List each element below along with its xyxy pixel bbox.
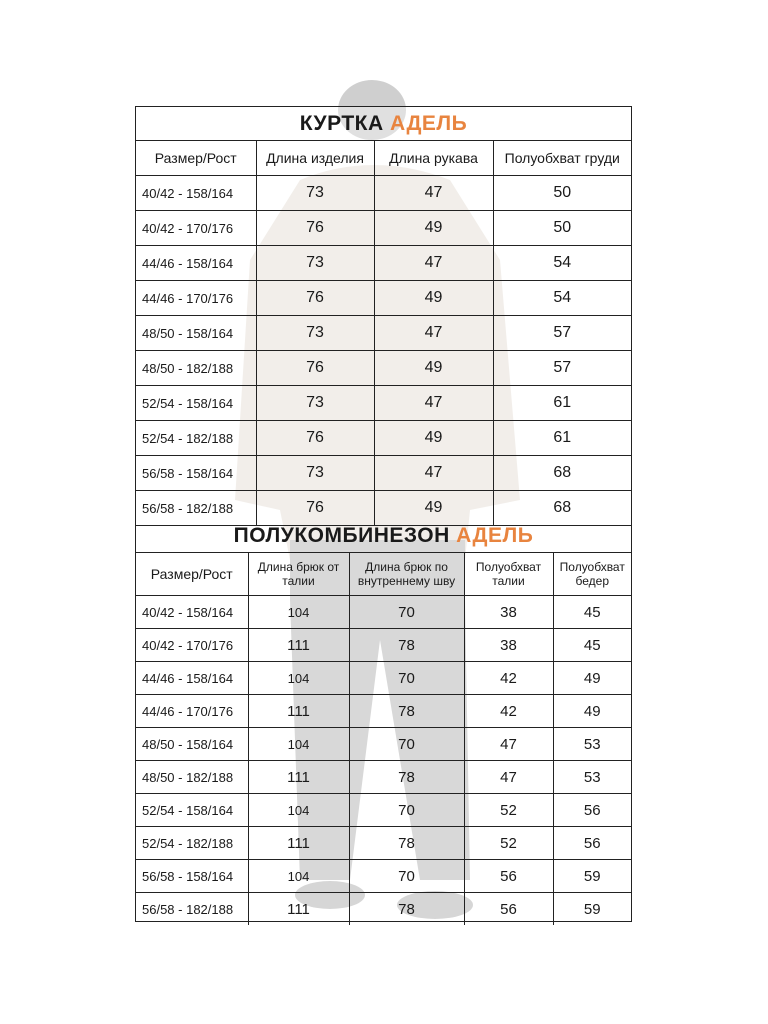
hips-cell: 59 (553, 893, 631, 926)
table-row (136, 421, 631, 456)
pants-header-inseam: Длина брюк по внутреннему шву (349, 553, 464, 596)
chest-cell: 50 (493, 211, 631, 246)
length-cell: 73 (256, 246, 374, 281)
size-cell: 52/54 - 158/164 (136, 794, 248, 827)
pants-header-waist: Полуобхват талии (464, 553, 553, 596)
hips-cell: 56 (553, 827, 631, 860)
jacket-size-table (136, 141, 631, 526)
pants-header-row (136, 553, 631, 596)
table-row (136, 281, 631, 316)
sleeve-cell: 49 (374, 351, 493, 386)
jacket-header-chest: Полуобхват груди (493, 141, 631, 176)
hips-cell: 49 (553, 662, 631, 695)
pants-size-table (136, 553, 631, 925)
sleeve-cell: 49 (374, 421, 493, 456)
waist-length-cell: 104 (248, 860, 349, 893)
sleeve-cell: 49 (374, 281, 493, 316)
jacket-header-length: Длина изделия (256, 141, 374, 176)
hips-cell: 59 (553, 860, 631, 893)
jacket-section-title (136, 107, 631, 141)
chest-cell: 54 (493, 281, 631, 316)
inseam-cell: 70 (349, 596, 464, 629)
sleeve-cell: 47 (374, 386, 493, 421)
inseam-cell: 70 (349, 860, 464, 893)
length-cell: 73 (256, 176, 374, 211)
size-cell: 52/54 - 182/188 (136, 421, 256, 456)
length-cell: 76 (256, 351, 374, 386)
sleeve-cell: 47 (374, 246, 493, 281)
size-cell: 56/58 - 158/164 (136, 860, 248, 893)
size-cell: 52/54 - 158/164 (136, 386, 256, 421)
sleeve-cell: 49 (374, 491, 493, 526)
waist-cell: 52 (464, 827, 553, 860)
chest-cell: 68 (493, 456, 631, 491)
jacket-title-accent: АДЕЛЬ (390, 112, 468, 135)
table-row (136, 662, 631, 695)
waist-length-cell: 111 (248, 761, 349, 794)
inseam-cell: 78 (349, 695, 464, 728)
chest-cell: 68 (493, 491, 631, 526)
jacket-header-row (136, 141, 631, 176)
table-row (136, 351, 631, 386)
chest-cell: 54 (493, 246, 631, 281)
table-row (136, 246, 631, 281)
waist-cell: 38 (464, 629, 553, 662)
size-cell: 40/42 - 158/164 (136, 596, 248, 629)
waist-length-cell: 111 (248, 629, 349, 662)
sleeve-cell: 47 (374, 456, 493, 491)
pants-section-title (136, 519, 631, 553)
size-cell: 48/50 - 158/164 (136, 316, 256, 351)
size-cell: 56/58 - 158/164 (136, 456, 256, 491)
waist-length-cell: 104 (248, 596, 349, 629)
hips-cell: 49 (553, 695, 631, 728)
pants-title-accent: АДЕЛЬ (456, 524, 534, 547)
table-row (136, 761, 631, 794)
hips-cell: 45 (553, 596, 631, 629)
table-row (136, 728, 631, 761)
waist-length-cell: 111 (248, 695, 349, 728)
table-row (136, 893, 631, 926)
length-cell: 76 (256, 421, 374, 456)
table-row (136, 211, 631, 246)
hips-cell: 45 (553, 629, 631, 662)
waist-length-cell: 111 (248, 893, 349, 926)
waist-cell: 56 (464, 860, 553, 893)
size-cell: 40/42 - 170/176 (136, 211, 256, 246)
size-cell: 44/46 - 158/164 (136, 662, 248, 695)
sleeve-cell: 47 (374, 316, 493, 351)
chest-cell: 50 (493, 176, 631, 211)
jacket-header-size: Размер/Рост (136, 141, 256, 176)
inseam-cell: 78 (349, 761, 464, 794)
inseam-cell: 78 (349, 629, 464, 662)
jacket-title-prefix: КУРТКА (299, 112, 384, 135)
waist-length-cell: 104 (248, 728, 349, 761)
waist-cell: 42 (464, 662, 553, 695)
inseam-cell: 78 (349, 827, 464, 860)
length-cell: 73 (256, 386, 374, 421)
table-row (136, 794, 631, 827)
chest-cell: 57 (493, 316, 631, 351)
inseam-cell: 70 (349, 794, 464, 827)
table-row (136, 860, 631, 893)
pants-header-waist-length: Длина брюк от талии (248, 553, 349, 596)
hips-cell: 56 (553, 794, 631, 827)
pants-header-size: Размер/Рост (136, 553, 248, 596)
size-cell: 44/46 - 170/176 (136, 281, 256, 316)
chest-cell: 57 (493, 351, 631, 386)
table-row (136, 596, 631, 629)
size-cell: 48/50 - 158/164 (136, 728, 248, 761)
size-cell: 44/46 - 158/164 (136, 246, 256, 281)
pants-title-prefix: ПОЛУКОМБИНЕЗОН (233, 524, 450, 547)
hips-cell: 53 (553, 761, 631, 794)
waist-length-cell: 104 (248, 662, 349, 695)
size-cell: 40/42 - 158/164 (136, 176, 256, 211)
sleeve-cell: 49 (374, 211, 493, 246)
waist-cell: 47 (464, 761, 553, 794)
chest-cell: 61 (493, 386, 631, 421)
waist-length-cell: 104 (248, 794, 349, 827)
pants-header-hips: Полуобхват бедер (553, 553, 631, 596)
hips-cell: 53 (553, 728, 631, 761)
size-cell: 40/42 - 170/176 (136, 629, 248, 662)
chest-cell: 61 (493, 421, 631, 456)
waist-cell: 56 (464, 893, 553, 926)
length-cell: 73 (256, 316, 374, 351)
table-row (136, 386, 631, 421)
table-row (136, 827, 631, 860)
size-cell: 52/54 - 182/188 (136, 827, 248, 860)
sleeve-cell: 47 (374, 176, 493, 211)
size-cell: 56/58 - 182/188 (136, 893, 248, 926)
size-cell: 48/50 - 182/188 (136, 761, 248, 794)
length-cell: 76 (256, 211, 374, 246)
table-row (136, 456, 631, 491)
size-chart-sheet (135, 106, 632, 922)
size-cell: 48/50 - 182/188 (136, 351, 256, 386)
size-cell: 56/58 - 182/188 (136, 491, 256, 526)
table-row (136, 695, 631, 728)
table-row (136, 176, 631, 211)
length-cell: 76 (256, 281, 374, 316)
inseam-cell: 70 (349, 728, 464, 761)
jacket-header-sleeve: Длина рукава (374, 141, 493, 176)
length-cell: 73 (256, 456, 374, 491)
table-row (136, 316, 631, 351)
waist-cell: 38 (464, 596, 553, 629)
size-cell: 44/46 - 170/176 (136, 695, 248, 728)
length-cell: 76 (256, 491, 374, 526)
waist-cell: 52 (464, 794, 553, 827)
table-row (136, 629, 631, 662)
waist-length-cell: 111 (248, 827, 349, 860)
inseam-cell: 70 (349, 662, 464, 695)
waist-cell: 47 (464, 728, 553, 761)
inseam-cell: 78 (349, 893, 464, 926)
waist-cell: 42 (464, 695, 553, 728)
